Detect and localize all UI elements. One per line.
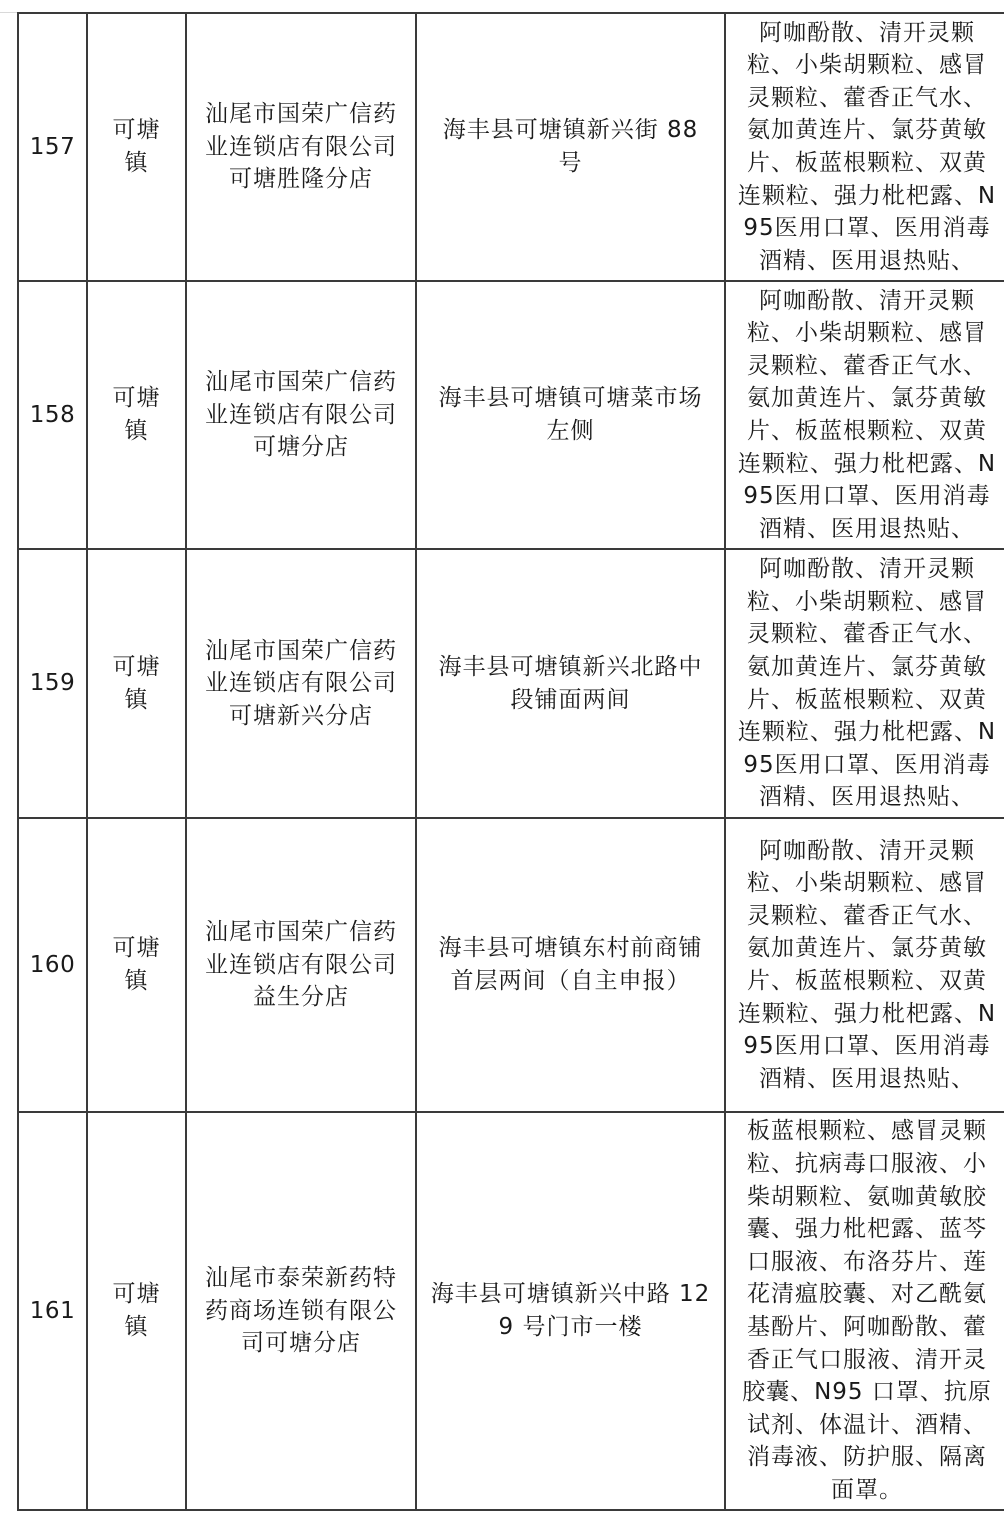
pharmacy-table (17, 12, 1004, 1511)
store-name-text: 汕尾市泰荣新药特药商场连锁有限公司可塘分店 (205, 1265, 397, 1357)
table-row (18, 281, 1004, 549)
goods-text: 板蓝根颗粒、感冒灵颗粒、抗病毒口服液、小柴胡颗粒、氨咖黄敏胶囊、强力枇杷露、蓝芩口服液、布洛芬片、莲花清瘟胶囊、对乙酰氨基酚片、阿咖酚散、藿香正气口服液、清开灵胶囊、N95 口罩、抗原试剂、体温计、酒精、消毒液、防护服、隔离面罩。 (742, 1118, 992, 1503)
cell-address (416, 281, 725, 549)
address-text: 海丰县可塘镇新兴中路 129 号门市一楼 (430, 1281, 711, 1340)
cell-store-name (186, 549, 416, 818)
table-row (18, 13, 1004, 281)
cell-goods (725, 818, 1004, 1112)
table-row (18, 549, 1004, 818)
address-text: 海丰县可塘镇可塘菜市场左侧 (438, 385, 703, 444)
cell-town (87, 818, 186, 1112)
cell-address (416, 549, 725, 818)
town-text: 可塘镇 (112, 117, 161, 176)
town-text: 可塘镇 (112, 385, 161, 444)
store-name-text: 汕尾市国荣广信药业连锁店有限公司可塘新兴分店 (205, 637, 397, 729)
cell-town (87, 549, 186, 818)
town-text: 可塘镇 (112, 935, 161, 994)
address-text: 海丰县可塘镇新兴北路中段铺面两间 (438, 653, 703, 713)
cell-number: 159 (18, 549, 87, 818)
town-text: 可塘镇 (112, 1281, 161, 1340)
store-name-text: 汕尾市国荣广信药业连锁店有限公司可塘分店 (205, 369, 397, 461)
goods-text: 阿咖酚散、清开灵颗粒、小柴胡颗粒、感冒灵颗粒、藿香正气水、氨加黄连片、氯芬黄敏片、板蓝根颗粒、双黄连颗粒、强力枇杷露、N95医用口罩、医用消毒酒精、医用退热贴、 (737, 556, 997, 811)
cell-number: 161 (18, 1112, 87, 1510)
town-text: 可塘镇 (112, 653, 161, 713)
table-row (18, 1112, 1004, 1510)
goods-text: 阿咖酚散、清开灵颗粒、小柴胡颗粒、感冒灵颗粒、藿香正气水、氨加黄连片、氯芬黄敏片、板蓝根颗粒、双黄连颗粒、强力枇杷露、N95医用口罩、医用消毒酒精、医用退热贴、 (737, 19, 997, 274)
store-name-text: 汕尾市国荣广信药业连锁店有限公司可塘胜隆分店 (205, 101, 397, 193)
cell-town (87, 1112, 186, 1510)
goods-text: 阿咖酚散、清开灵颗粒、小柴胡颗粒、感冒灵颗粒、藿香正气水、氨加黄连片、氯芬黄敏片、板蓝根颗粒、双黄连颗粒、强力枇杷露、N95医用口罩、医用消毒酒精、医用退热贴、 (737, 837, 997, 1092)
store-name-text: 汕尾市国荣广信药业连锁店有限公司益生分店 (205, 919, 397, 1011)
address-text: 海丰县可塘镇东村前商铺首层两间（自主申报） (438, 935, 703, 994)
cell-goods (725, 549, 1004, 818)
cell-address (416, 1112, 725, 1510)
cell-goods (725, 281, 1004, 549)
cell-number: 157 (18, 13, 87, 281)
cell-address (416, 818, 725, 1112)
cell-store-name (186, 1112, 416, 1510)
cell-number: 158 (18, 281, 87, 549)
cell-goods (725, 1112, 1004, 1510)
cell-store-name (186, 13, 416, 281)
cell-town (87, 13, 186, 281)
cell-goods (725, 13, 1004, 281)
cell-address (416, 13, 725, 281)
cell-store-name (186, 818, 416, 1112)
cell-town (87, 281, 186, 549)
address-text: 海丰县可塘镇新兴街 88 号 (442, 117, 699, 176)
goods-text: 阿咖酚散、清开灵颗粒、小柴胡颗粒、感冒灵颗粒、藿香正气水、氨加黄连片、氯芬黄敏片、板蓝根颗粒、双黄连颗粒、强力枇杷露、N95医用口罩、医用消毒酒精、医用退热贴、 (737, 287, 997, 542)
table-row (18, 818, 1004, 1112)
cell-number: 160 (18, 818, 87, 1112)
cell-store-name (186, 281, 416, 549)
